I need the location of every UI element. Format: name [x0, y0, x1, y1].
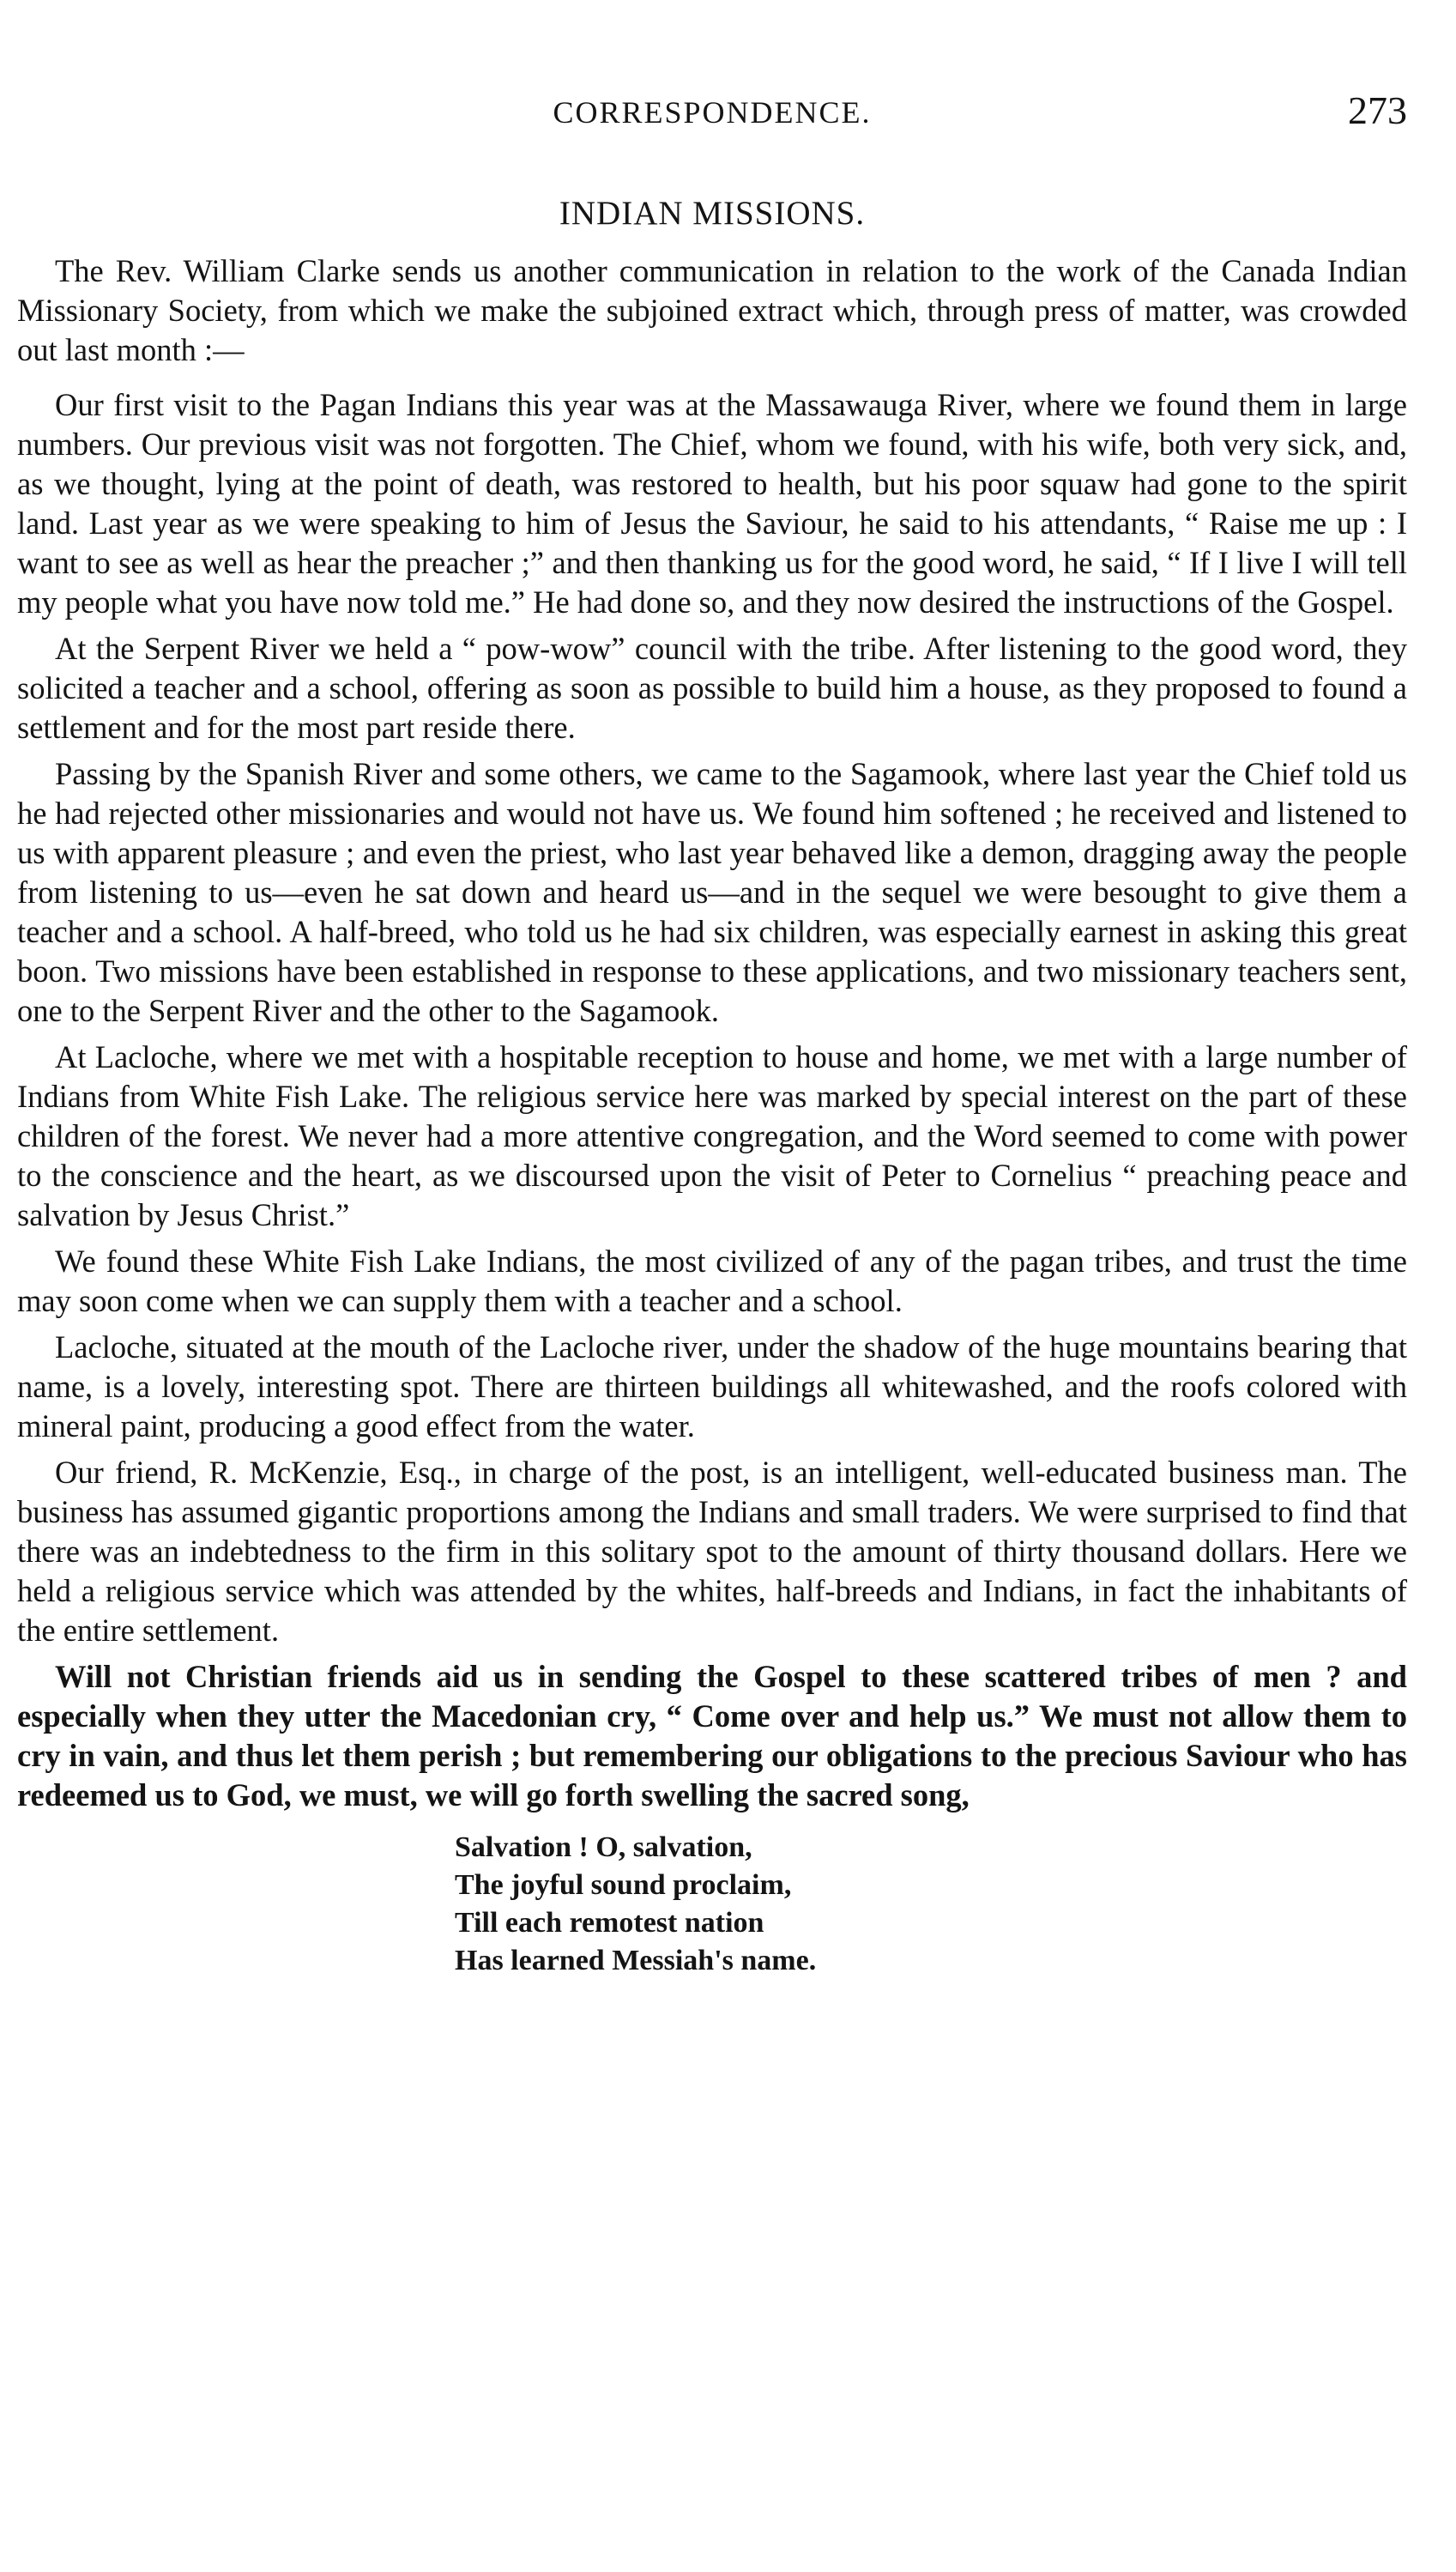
paragraph-intro: The Rev. William Clarke sends us another communication in relation to the work of the Canada Indian Missionary Society, from which we make the subjoined extract which, through press of matter, was crowded out last month :—: [17, 253, 1407, 367]
verse-line: Till each remotest nation: [455, 1907, 764, 1939]
running-title: CORRESPONDENCE.: [553, 95, 872, 130]
article-title: INDIAN MISSIONS.: [559, 195, 866, 232]
page-number: 273: [1348, 88, 1407, 132]
verse-line: The joyful sound proclaim,: [455, 1869, 792, 1901]
paragraph-appeal: Will not Christian friends aid us in sending the Gospel to these scattered tribes of men ? and especially when they utter the Macedonian cry, “ Come over and help us.” We must not allow them to cry in vain, and thus let them perish ; but remembering our obligations to the precious Saviour who has redeemed us to God, we must, we will go forth swelling the sacred song,: [17, 1659, 1407, 1813]
paragraph-lacloche-service: At Lacloche, where we met with a hospitable reception to house and home, we met with a large number of Indians from White Fish Lake. The religious service here was marked by special interest on the part of these children of the forest. We never had a more attentive congregation, and the Word seemed to come with power to the conscience and the heart, as we discoursed upon the visit of Peter to Cornelius “ preaching peace and salvation by Jesus Christ.”: [17, 1039, 1407, 1232]
paragraph-massawauga: Our first visit to the Pagan Indians this year was at the Massawauga River, where we found them in large numbers. Our previous visit was not forgotten. The Chief, whom we found, with his wife, both very sick, and, as we thought, lying at the point of death, was restored to health, but his poor squaw had gone to the spirit land. Last year as we were speaking to him of Jesus the Saviour, he said to his attendants, “ Raise me up : I want to see as well as hear the preacher ;” and then thanking us for the good word, he said, “ If I live I will tell my people what you have now told me.” He had done so, and they now desired the instructions of the Gospel.: [17, 387, 1407, 620]
article-body: [17, 251, 1407, 1815]
running-head: [17, 88, 1407, 146]
paragraph-mckenzie: Our friend, R. McKenzie, Esq., in charge of the post, is an intelligent, well-educated business man. The business has assumed gigantic proportions among the Indians and small traders. We were surprised to find that there was an indebtedness to the firm in this solitary spot to the amount of thirty thousand dollars. Here we held a religious service which was attended by the whites, half-breeds and Indians, in fact the inhabitants of the entire settlement.: [17, 1455, 1407, 1648]
paragraph-serpent-river: At the Serpent River we held a “ pow-wow” council with the tribe. After listening to the good word, they solicited a teacher and a school, offering as soon as possible to build him a house, as they proposed to found a settlement and for the most part reside there.: [17, 631, 1407, 745]
hymn-verse: [455, 1829, 1407, 1980]
paragraph-white-fish-lake: We found these White Fish Lake Indians, the most civilized of any of the pagan tribes, and trust the time may soon come when we can supply them with a teacher and a school.: [17, 1244, 1407, 1318]
verse-line: Has learned Messiah's name.: [455, 1945, 817, 1976]
paragraph-lacloche-description: Lacloche, situated at the mouth of the Lacloche river, under the shadow of the huge mountains bearing that name, is a lovely, interesting spot. There are thirteen buildings all whitewashed, and the roofs colored with mineral paint, producing a good effect from the water.: [17, 1329, 1407, 1443]
paragraph-sagamook: Passing by the Spanish River and some others, we came to the Sagamook, where last year the Chief told us he had rejected other missionaries and would not have us. We found him softened ; he received and listened to us with apparent pleasure ; and even the priest, who last year behaved like a demon, dragging away the people from listening to us—even he sat down and heard us—and in the sequel we were besought to give them a teacher and a school. A half-breed, who told us he had six children, was especially earnest in asking this great boon. Two missions have been established in response to these applications, and two missionary teachers sent, one to the Serpent River and the other to the Sagamook.: [17, 756, 1407, 1028]
verse-line: Salvation ! O, salvation,: [455, 1831, 752, 1863]
document-page: [17, 88, 1407, 1980]
